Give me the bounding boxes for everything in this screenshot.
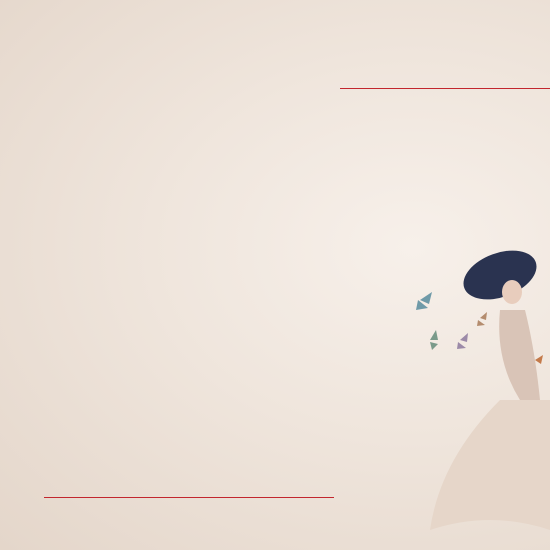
brand-divider (340, 88, 550, 89)
torso-shape (499, 310, 540, 400)
skirt-shape (430, 400, 550, 530)
hair-shape (457, 241, 543, 308)
brand-logo (340, 0, 550, 130)
dancer-illustration (400, 230, 550, 550)
butterfly-icon (416, 292, 432, 310)
butterfly-icon (477, 312, 487, 326)
butterfly-icon (430, 330, 438, 350)
butterfly-icon (457, 333, 468, 349)
museum-note (44, 497, 334, 504)
butterfly-icon (535, 355, 543, 364)
face-shape (502, 280, 522, 304)
